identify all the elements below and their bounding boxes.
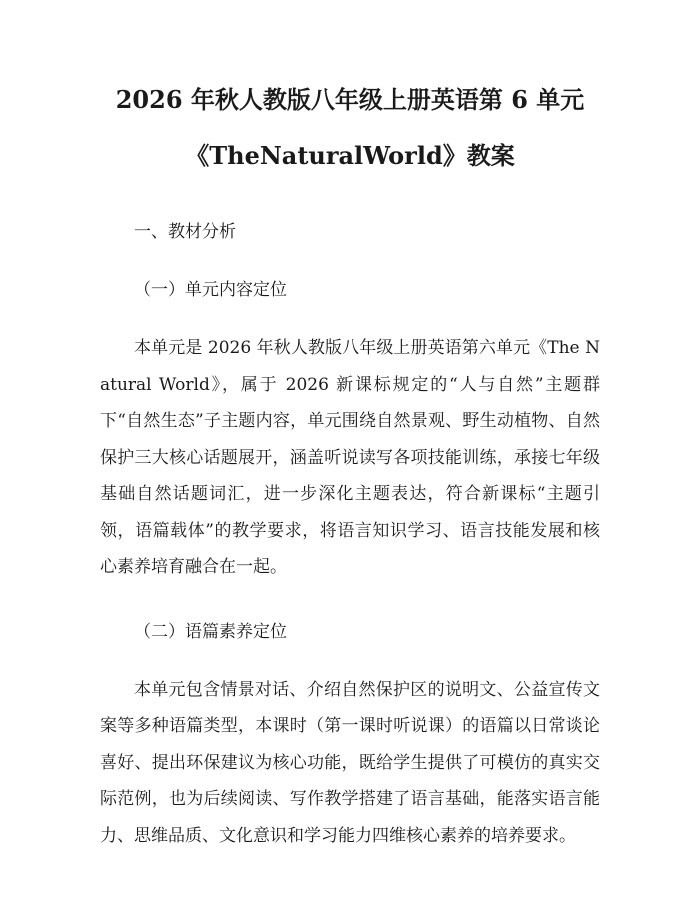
section-heading-textbook-analysis: 一、教材分析 xyxy=(134,222,236,242)
paragraph-unit-positioning: 本单元是 2026 年秋人教版八年级上册英语第六单元《The Natural World》，属于 2026 新课标规定的“人与自然”主题群下“自然生态”子主题内容，单元围绕自然景观、野生动植物、自然保护三大核心话题展开，涵盖听说读写各项技能训练，承接七年级基础自然话题词汇，进一步深化主题表达，符合新课标“主题引领，语篇载体”的教学要求，将语言知识学习、语言技能发展和核心素养培育融合在一起。 xyxy=(100,338,600,577)
document-title-line2: 《TheNaturalWorld》教案 xyxy=(185,141,515,170)
document-title-line1: 2026 年秋人教版八年级上册英语第 6 单元 xyxy=(115,85,585,114)
subsection-heading-unit-positioning: （一）单元内容定位 xyxy=(134,280,287,300)
subsection-heading-discourse-positioning: （二）语篇素养定位 xyxy=(134,621,287,642)
paragraph-discourse-positioning: 本单元包含情景对话、介绍自然保护区的说明文、公益宣传文案等多种语篇类型，本课时（第一课时听说课）的语篇以日常谈论喜好、提出环保建议为核心功能，既给学生提供了可模仿的真实交际范例，也为后续阅读、写作教学搭建了语言基础，能落实语言能力、思维品质、文化意识和学习能力四维核心素养的培养要求。 xyxy=(100,679,600,846)
